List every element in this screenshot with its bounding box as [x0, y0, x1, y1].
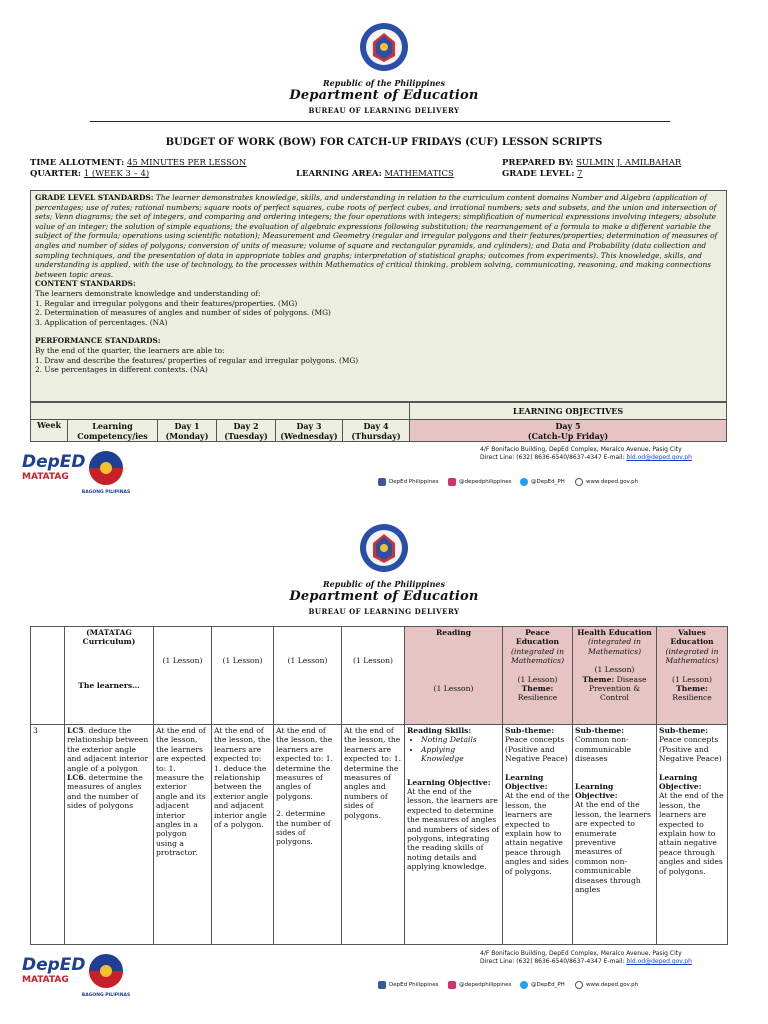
day3-objective: At the end of the lesson, the learners are expected to: 1. determine the measures of angles of polygons. 2. determine the number of sides of polygons. [274, 725, 342, 945]
reading-head: Reading (1 Lesson) [405, 627, 503, 725]
grade-level-value: 7 [577, 169, 583, 179]
table-row [31, 725, 728, 945]
day3-lesson: (1 Lesson) [274, 627, 342, 725]
gls-text: The learner demonstrates knowledge, skills, and understanding in relation to the curriculum content domains Number and Algebra (application of percentages; use of rates; rational numbers; square roots of perfect squares, cube roots of perfect cubes, and irrational numbers; sets and subsets, and the union and intersection of sets; Venn diagrams; the set of integers, and comparing and ordering integers; the four operations with integers; simplification of numerical expressions involving integers; absolute value of an integer; the solution of simple equations; the evaluation of algebraic expressions following substitution; the rearrangement of a formula to make a different variable the subject of the formula; operations using scientific notation); Measurement and Geometry (regular and irregular polygons and their features/properties; determination of measures of angles and number of sides of polygons; conversion of units of measure; volume of square and rectangular pyramids, and cylinders); and Data and Probability (data collection and sampling techniques, and the presentation of data in appropriate tables and graphs; interpretation of statistical graphs; outcomes from experiments). This knowledge, skills, and understanding is applied, with the use of technology, to the processes within Mathematics of critical thinking, problem solving, communicating, reasoning, and making connections between topic areas. [35, 193, 718, 279]
prepared-by [502, 158, 681, 168]
social-website[interactable]: www.deped.gov.ph [575, 478, 638, 486]
quarter [30, 169, 149, 179]
reading-objective: Reading Skills: • Noting Details • Applying Knowledge Learning Objective: At the end of the lesson, the learners are expected to determine the measures of angles and numbers of sides of polygons, integrating the reading skills of noting details and applying knowledge. [405, 725, 503, 945]
day1-objective: At the end of the lesson, the learners are expected to: 1. measure the exterior angle and its adjacent interior angles in a polygon using a protractor. [154, 725, 212, 945]
values-head: Values Education (integrated in Mathematics) (1 Lesson) Theme: Resilience [657, 627, 728, 725]
social-instagram[interactable]: @depedphilippines [448, 981, 512, 989]
competency-header: Learning Competency/ies [68, 420, 158, 442]
day1-lesson: (1 Lesson) [154, 627, 212, 725]
learning-area-value: MATHEMATICS [384, 169, 454, 179]
content-standards-intro: The learners demonstrate knowledge and understanding of: [35, 288, 261, 298]
prepared-by-value: SULMIN J. AMILBAHAR [576, 158, 682, 168]
content-standard-item: 1. Regular and irregular polygons and their features/properties. (MG) [35, 298, 298, 308]
social-website[interactable]: www.deped.gov.ph [575, 981, 638, 989]
objectives-header-table [30, 402, 727, 442]
competency-cell: LC5. deduce the relationship between the exterior angle and adjacent interior angle of a polygon LC6. determine the measures of angles and the number of sides of polygons [65, 725, 154, 945]
day4-objective: At the end of the lesson, the learners are expected to: 1. determine the measures of angles and numbers of sides of polygons. [342, 725, 405, 945]
deped-matatag-logo: DepED MATATAG [22, 452, 86, 482]
time-allotment [30, 158, 246, 168]
instagram-icon [448, 478, 456, 486]
prepared-by-label: PREPARED BY: [502, 158, 574, 168]
facebook-icon [378, 981, 386, 989]
curriculum-cell: (MATATAG Curriculum) The learners… [65, 627, 154, 725]
document-title: BUDGET OF WORK (BOW) FOR CATCH-UP FRIDAYS (CUF) LESSON SCRIPTS [165, 137, 603, 148]
objectives-table [30, 626, 728, 945]
grade-level [502, 169, 583, 179]
performance-standard-item: 1. Draw and describe the features/ properties of regular and irregular polygons. (MG) [35, 355, 359, 365]
department-heading: Department of Education [289, 589, 479, 604]
footer-address: 4/F Bonifacio Building, DepEd Complex, Meralco Avenue, Pasig City Direct Line: (632) 8636-6540/8637-4347 E-mail: bld.od@deped.gov.ph [480, 446, 692, 461]
performance-standards-intro: By the end of the quarter, the learners are able to: [35, 345, 225, 355]
content-standard-item: 2. Determination of measures of angles and number of sides of polygons. (MG) [35, 308, 331, 318]
day2-lesson: (1 Lesson) [212, 627, 274, 725]
table-head-row [31, 627, 728, 725]
header-divider [90, 121, 670, 122]
deped-matatag-logo: DepED MATATAG [22, 955, 86, 985]
performance-standard-item: 2. Use percentages in different contexts. (NA) [35, 365, 208, 375]
bagong-pilipinas-logo: BAGONG PILIPINAS [80, 450, 132, 496]
deped-seal-logo [359, 22, 409, 72]
performance-standards-label: PERFORMANCE STANDARDS: [35, 336, 161, 346]
week-cell: 3 [31, 725, 65, 945]
week-header: Week [31, 420, 68, 442]
bureau-heading: BUREAU OF LEARNING DELIVERY [308, 106, 460, 115]
health-head: Health Education (integrated in Mathematics) (1 Lesson) Theme: Disease Prevention & Control [573, 627, 657, 725]
day5-header: Day 5 (Catch-Up Friday) [410, 420, 727, 442]
globe-icon [575, 478, 583, 486]
social-facebook[interactable]: DepEd Philippines [378, 478, 438, 486]
content-standards-label: CONTENT STANDARDS: [35, 279, 136, 289]
twitter-icon [520, 981, 528, 989]
health-objective: Sub-theme: Common non-communicable diseases Learning Objective: At the end of the lesson, the learners are expected to enumerate preventive measures of common non-communicable diseases through angles [573, 725, 657, 945]
facebook-icon [378, 478, 386, 486]
day4-lesson: (1 Lesson) [342, 627, 405, 725]
day2-header: Day 2 (Tuesday) [217, 420, 276, 442]
values-objective: Sub-theme: Peace concepts (Positive and Negative Peace) Learning Objective: At the end of the lesson, the learners are expected to explain how to attain negative peace through angles and sides of polygons. [657, 725, 728, 945]
quarter-label: QUARTER: [30, 169, 82, 179]
content-standard-item: 3. Application of percentages. (NA) [35, 317, 168, 327]
social-facebook[interactable]: DepEd Philippines [378, 981, 438, 989]
department-heading: Department of Education [289, 88, 479, 103]
republic-heading: Republic of the Philippines [322, 579, 445, 589]
standards-box [30, 190, 727, 402]
bureau-heading: BUREAU OF LEARNING DELIVERY [308, 607, 460, 616]
deped-seal-logo [359, 523, 409, 573]
republic-heading: Republic of the Philippines [322, 78, 445, 88]
peace-head: Peace Education (integrated in Mathematics) (1 Lesson) Theme: Resilience [503, 627, 573, 725]
day3-header: Day 3 (Wednesday) [276, 420, 343, 442]
learning-area [296, 169, 454, 179]
footer-address: 4/F Bonifacio Building, DepEd Complex, Meralco Avenue, Pasig City Direct Line: (632) 8636-6540/8637-4347 E-mail: bld.od@deped.gov.ph [480, 950, 692, 965]
social-twitter[interactable]: @DepEd_PH [520, 478, 565, 486]
time-allotment-value: 45 MINUTES PER LESSON [126, 158, 247, 168]
day1-header: Day 1 (Monday) [158, 420, 217, 442]
instagram-icon [448, 981, 456, 989]
email-link[interactable]: bld.od@deped.gov.ph [626, 454, 692, 461]
time-allotment-label: TIME ALLOTMENT: [30, 158, 125, 168]
bagong-pilipinas-logo: BAGONG PILIPINAS [80, 953, 132, 999]
day2-objective: At the end of the lesson, the learners are expected to: 1. deduce the relationship between the exterior angle and adjacent interior angle of a polygon. [212, 725, 274, 945]
quarter-value: 1 (WEEK 3 – 4) [83, 169, 150, 179]
learning-objectives-heading: LEARNING OBJECTIVES [410, 403, 727, 420]
gls-label: GRADE LEVEL STANDARDS: [35, 193, 154, 202]
grade-level-label: GRADE LEVEL: [502, 169, 575, 179]
email-link[interactable]: bld.od@deped.gov.ph [626, 958, 692, 965]
peace-objective: Sub-theme: Peace concepts (Positive and Negative Peace) Learning Objective: At the end of the lesson, the learners are expected to explain how to attain negative peace through angles and sides of polygons. [503, 725, 573, 945]
learning-area-label: LEARNING AREA: [296, 169, 382, 179]
social-instagram[interactable]: @depedphilippines [448, 478, 512, 486]
globe-icon [575, 981, 583, 989]
day4-header: Day 4 (Thursday) [343, 420, 410, 442]
twitter-icon [520, 478, 528, 486]
social-twitter[interactable]: @DepEd_PH [520, 981, 565, 989]
